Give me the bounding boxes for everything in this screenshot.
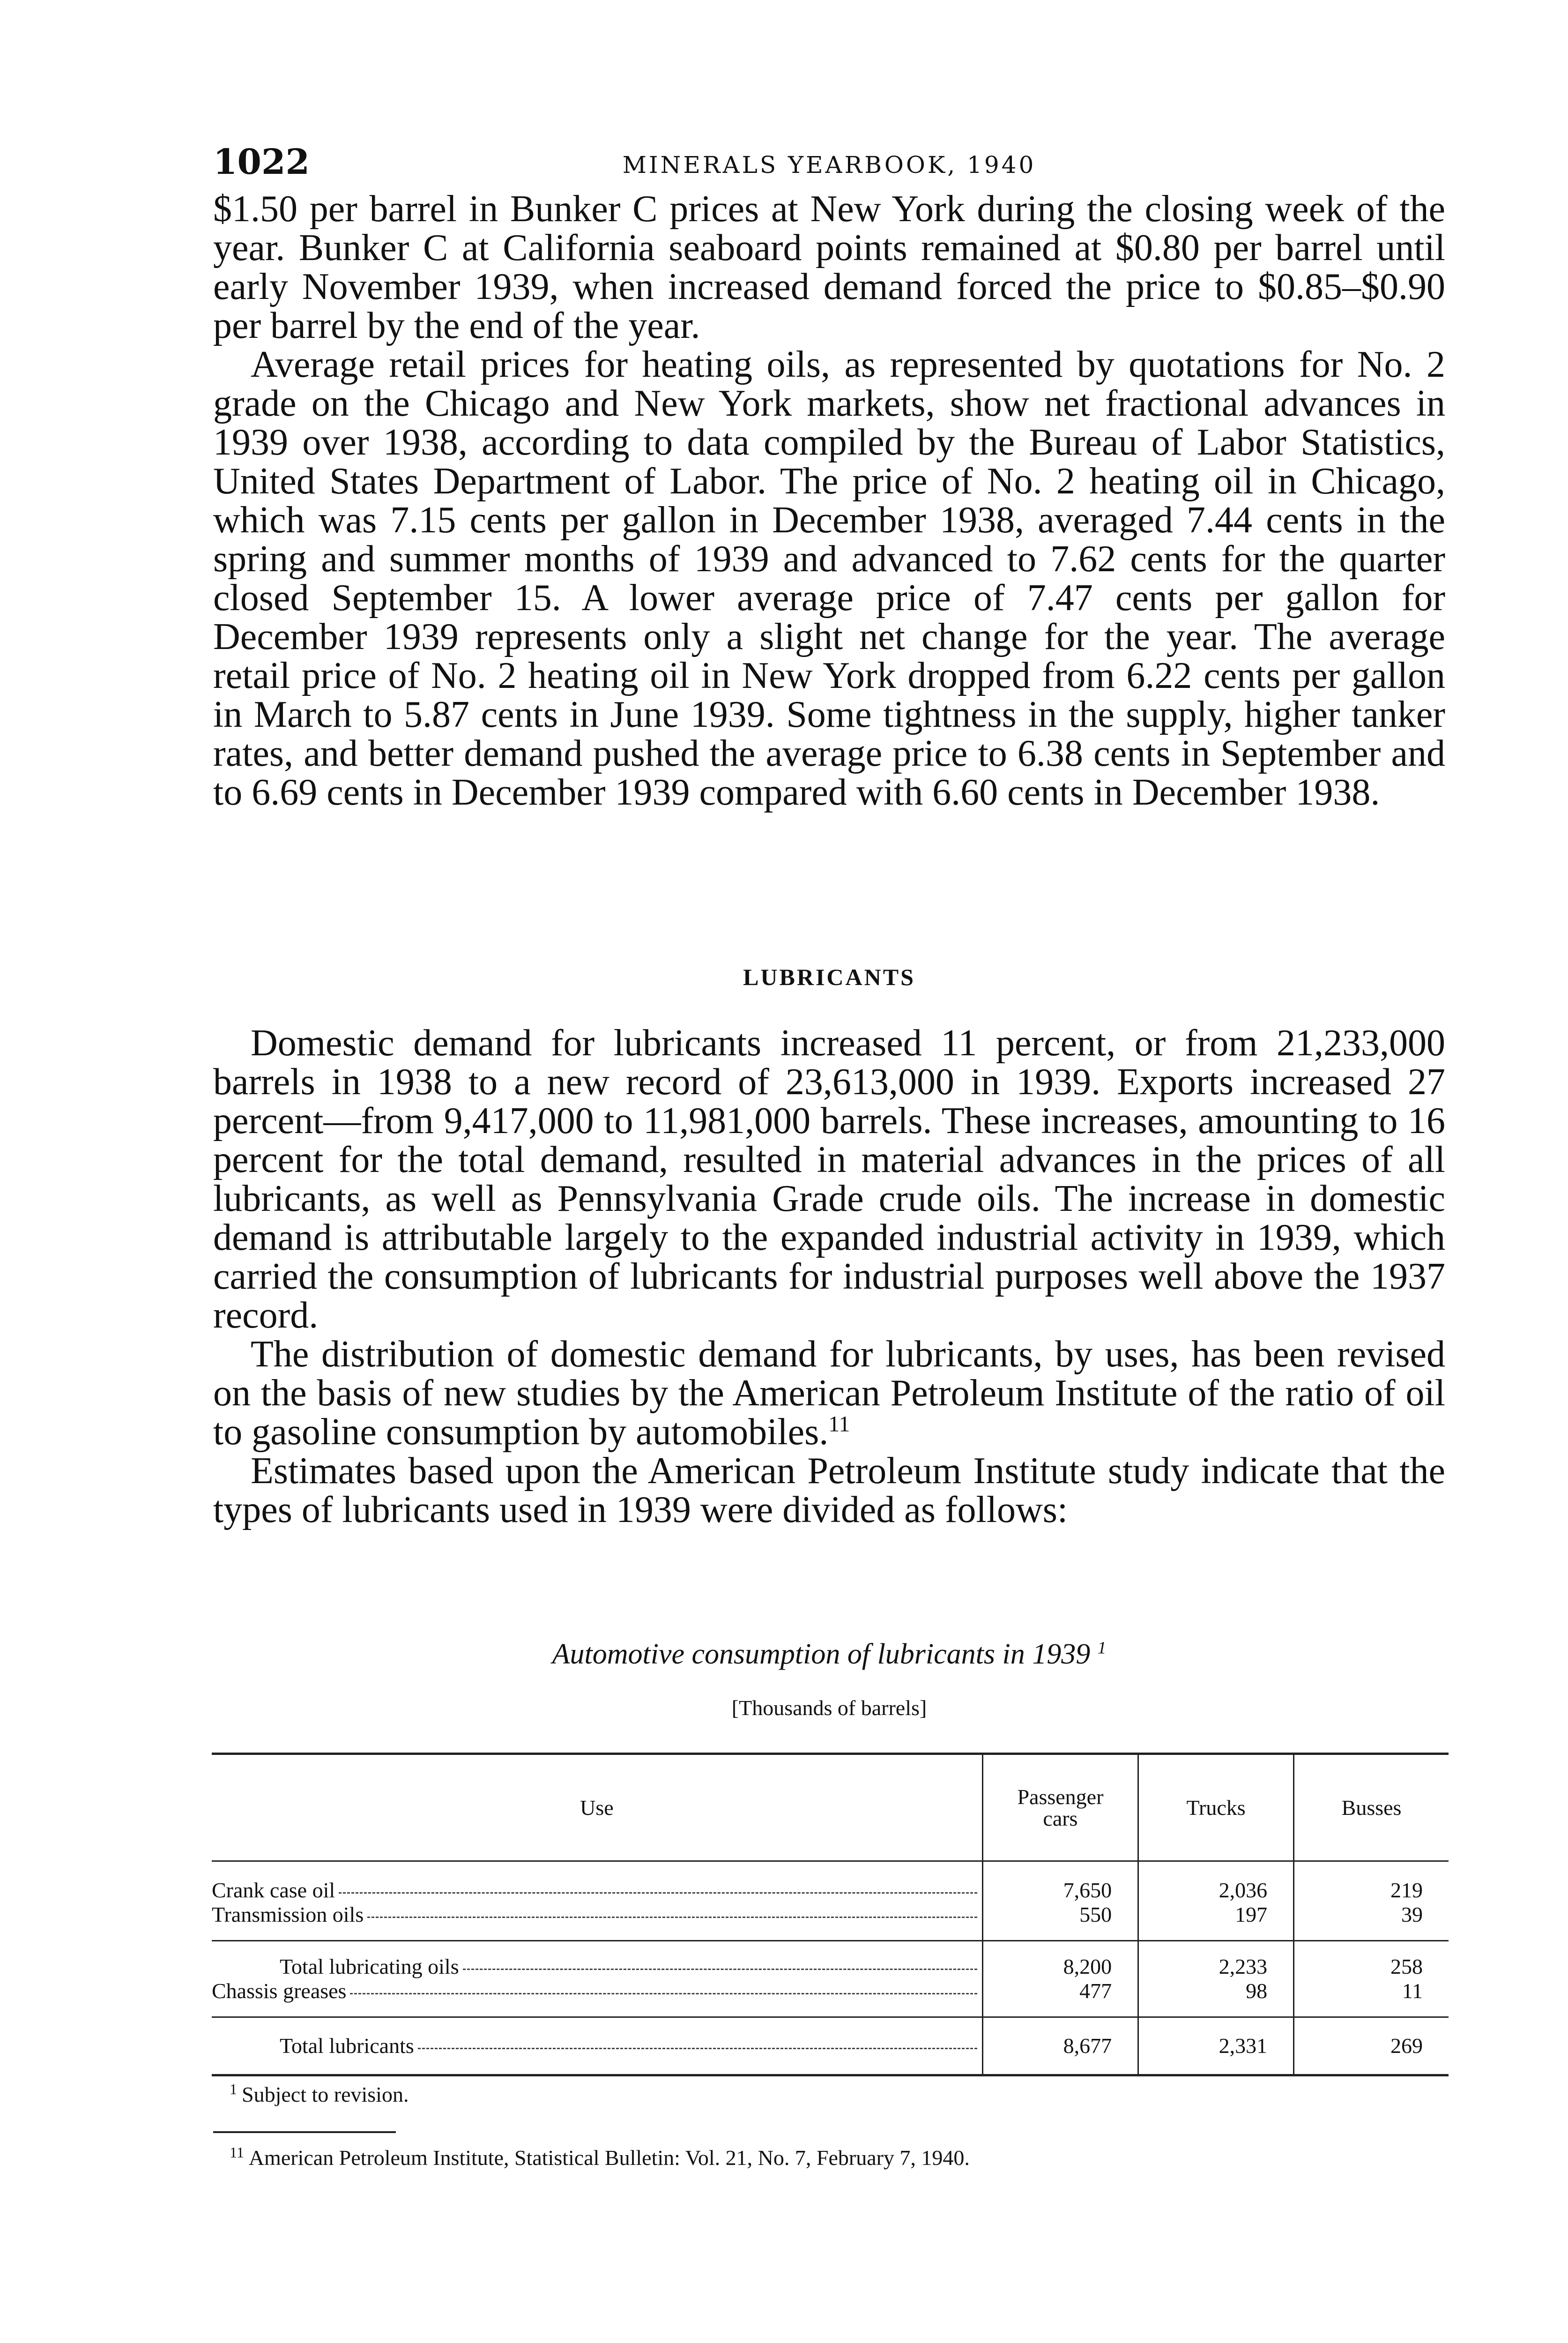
row-label-cell (212, 1861, 982, 1903)
body-text-lubricants (213, 1024, 1445, 1530)
page-number: 1022 (213, 142, 310, 182)
leader-dots (367, 1917, 977, 1918)
table-row (212, 1979, 1449, 2017)
cell-passenger-cars: 8,677 (982, 2017, 1138, 2075)
paragraph-2: Average retail prices for heating oils, as represented by quotations for No. 2 grade on the Chicago and New York markets, show net fractional advances in 1939 over 1938, according to data compiled by the Bureau of Labor Statistics, United States Department of Labor. The price of No. 2 heating oil in Chicago, which was 7.15 cents per gallon in December 1938, averaged 7.44 cents in the spring and summer months of 1939 and advanced to 7.62 cents for the quarter closed September 15. A lower average price of 7.47 cents per gallon for December 1939 represents only a slight net change for the year. The average retail price of No. 2 heating oil in New York dropped from 6.22 cents per gallon in March to 5.87 cents in June 1939. Some tightness in the supply, higher tanker rates, and better demand pushed the average price to 6.38 cents in September and to 6.69 cents in December 1939 compared with 6.60 cents in December 1938. (213, 344, 1445, 813)
page-header (213, 139, 1445, 190)
paragraph-4-text: The distribution of domestic demand for lubricants, by uses, has been revised on the basis of new studies by the American Petroleum Institute of the ratio of oil to gasoline consumption by automobiles. (213, 1334, 1445, 1453)
row-label: Chassis greases (212, 1979, 347, 2003)
cell-trucks: 197 (1138, 1903, 1294, 1941)
row-label: Total lubricants (280, 2034, 414, 2058)
table-footnote-mark: 1 (230, 2080, 237, 2097)
column-header-passenger-cars (982, 1754, 1138, 1861)
footnote-rule (213, 2131, 396, 2133)
page-footnote-mark: 11 (230, 2143, 244, 2161)
table-unit: [Thousands of barrels] (731, 1696, 927, 1720)
footnote-ref-11: 11 (828, 1411, 850, 1437)
row-label-cell (212, 1941, 982, 1979)
column-header-passenger-cars-label: Passenger cars (1017, 1784, 1104, 1830)
leader-dots (463, 1969, 977, 1970)
table-header-row (212, 1754, 1449, 1861)
row-label: Transmission oils (212, 1903, 364, 1926)
cell-trucks: 2,331 (1138, 2017, 1294, 2075)
row-label-cell (212, 1979, 982, 2017)
table-caption (213, 1635, 1445, 1673)
cell-trucks: 2,233 (1138, 1941, 1294, 1979)
page-footnote-text: American Petroleum Institute, Statistical Bulletin: Vol. 21, No. 7, February 7, 1940. (248, 2146, 970, 2170)
table-row (212, 1861, 1449, 1903)
body-text-top (213, 190, 1445, 812)
row-label-cell (212, 1903, 982, 1941)
cell-trucks: 98 (1138, 1979, 1294, 2017)
column-header-use: Use (212, 1754, 982, 1861)
paragraph-5: Estimates based upon the American Petroleum Institute study indicate that the types of lubricants used in 1939 were divided as follows: (213, 1450, 1445, 1530)
column-header-busses: Busses (1294, 1754, 1449, 1861)
row-label-cell (212, 2017, 982, 2075)
row-label: Crank case oil (212, 1878, 335, 1902)
table-caption-footnote-ref: 1 (1097, 1638, 1107, 1658)
paragraph-4 (213, 1335, 1445, 1452)
cell-busses: 219 (1294, 1861, 1449, 1903)
table-caption-text: Automotive consumption of lubricants in 1939 (552, 1638, 1091, 1670)
section-title: LUBRICANTS (743, 964, 915, 990)
row-label: Total lubricating oils (280, 1955, 459, 1978)
cell-passenger-cars: 8,200 (982, 1941, 1138, 1979)
cell-passenger-cars: 7,650 (982, 1861, 1138, 1903)
paragraph-1: $1.50 per barrel in Bunker C prices at New York during the closing week of the year. Bunker C at California seaboard points remained at $0.80 per barrel until early November 1939, when increased demand forced the price to $0.85–$0.90 per barrel by the end of the year. (213, 188, 1445, 346)
cell-passenger-cars: 477 (982, 1979, 1138, 2017)
leader-dots (418, 2048, 977, 2049)
running-head: MINERALS YEARBOOK, 1940 (622, 151, 1036, 179)
leader-dots (339, 1892, 977, 1894)
cell-trucks: 2,036 (1138, 1861, 1294, 1903)
column-header-trucks: Trucks (1138, 1754, 1294, 1861)
table-row-total (212, 2017, 1449, 2075)
cell-passenger-cars: 550 (982, 1903, 1138, 1941)
cell-busses: 11 (1294, 1979, 1449, 2017)
leader-dots (350, 1993, 977, 1994)
paragraph-3: Domestic demand for lubricants increased 11 percent, or from 21,233,000 barrels in 1938 to a new record of 23,613,000 in 1939. Exports increased 27 percent—from 9,417,000 to 11,981,000 barrels. These increases, amounting to 16 percent for the total demand, resulted in material advances in the prices of all lubricants, as well as Pennsylvania Grade crude oils. The increase in domestic demand is attributable largely to the expanded industrial activity in 1939, which carried the consumption of lubricants for industrial purposes well above the 1937 record. (213, 1022, 1445, 1336)
table-footnote (230, 2081, 409, 2109)
table-footnote-text: Subject to revision. (242, 2082, 409, 2106)
page-footnote (230, 2144, 970, 2172)
table-row (212, 1903, 1449, 1941)
table-row-subtotal (212, 1941, 1449, 1979)
cell-busses: 258 (1294, 1941, 1449, 1979)
lubricants-table (212, 1753, 1449, 2076)
cell-busses: 39 (1294, 1903, 1449, 1941)
cell-busses: 269 (1294, 2017, 1449, 2075)
